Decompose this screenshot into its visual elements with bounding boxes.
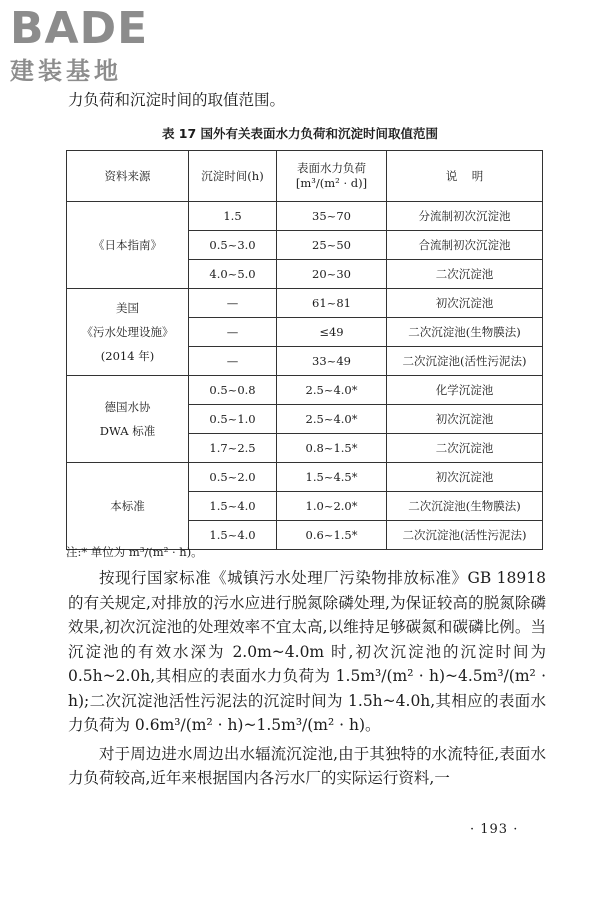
cell-source <box>67 463 189 550</box>
cell-source <box>67 202 189 289</box>
cell-load: 1.0~2.0* <box>277 492 387 521</box>
cell-load: 2.5~4.0* <box>277 405 387 434</box>
table-caption: 表 17 国外有关表面水力负荷和沉淀时间取值范围 <box>161 126 439 141</box>
cell-time: 4.0~5.0 <box>189 260 277 289</box>
cell-load: 20~30 <box>277 260 387 289</box>
cell-time: 1.5~4.0 <box>189 521 277 550</box>
cell-note: 二次沉淀池(生物膜法) <box>387 492 543 521</box>
cell-note: 初次沉淀池 <box>387 289 543 318</box>
cell-note: 二次沉淀池(活性污泥法) <box>387 347 543 376</box>
cell-note: 二次沉淀池(活性污泥法) <box>387 521 543 550</box>
cell-time: 0.5~1.0 <box>189 405 277 434</box>
cell-source-line: 本标准 <box>110 499 145 513</box>
header-source: 资料来源 <box>67 151 189 202</box>
cell-load: 33~49 <box>277 347 387 376</box>
header-time: 沉淀时间(h) <box>189 151 277 202</box>
parameter-table <box>66 150 543 550</box>
table-row <box>67 463 543 492</box>
paragraph: 对于周边进水周边出水辐流沉淀池,由于其独特的水流特征,表面水力负荷较高,近年来根据国内各污水厂的实际运行资料,一 <box>68 744 546 787</box>
cell-load: 1.5~4.5* <box>277 463 387 492</box>
table-header-row <box>67 151 543 202</box>
cell-time: 0.5~2.0 <box>189 463 277 492</box>
cell-time: — <box>189 347 277 376</box>
watermark-logo <box>10 3 149 86</box>
cell-load: 35~70 <box>277 202 387 231</box>
header-load-line1: 表面水力负荷 <box>297 161 366 175</box>
header-load-line2: [m³/(m² · d)] <box>295 176 368 190</box>
cell-load: 2.5~4.0* <box>277 376 387 405</box>
paragraph: 按现行国家标准《城镇污水处理厂污染物排放标准》GB 18918 的有关规定,对排放的污水应进行脱氮除磷处理,为保证较高的脱氮除磷效果,初次沉淀池的处理效率不宜太高,以维持足够碳氮和碳磷比例。当沉淀池的有效水深为 2.0m~4.0m 时,初次沉淀池的沉淀时间为 0.5h~2.0h,其相应的表面水力负荷为 1.5m³/(m² · h)~4.5m³/(m² · h);二次沉淀池活性污泥法的沉淀时间为 1.5h~4.0h,其相应的表面水力负荷为 0.6m³/(m² · h)~1.5m³/(m² · h)。 <box>68 569 546 734</box>
header-note: 说 明 <box>387 151 543 202</box>
cell-time: — <box>189 289 277 318</box>
cell-note: 二次沉淀池 <box>387 260 543 289</box>
body-text <box>68 566 546 795</box>
cell-time: 0.5~3.0 <box>189 231 277 260</box>
table-row <box>67 376 543 405</box>
cell-note: 二次沉淀池 <box>387 434 543 463</box>
cell-note: 化学沉淀池 <box>387 376 543 405</box>
cell-load: 61~81 <box>277 289 387 318</box>
header-load <box>277 151 387 202</box>
table-body <box>67 202 543 550</box>
cell-source <box>67 289 189 376</box>
cell-note: 合流制初次沉淀池 <box>387 231 543 260</box>
cell-note: 初次沉淀池 <box>387 405 543 434</box>
table-row <box>67 289 543 318</box>
page-number: · 193 · <box>470 822 519 837</box>
cell-time: 1.5~4.0 <box>189 492 277 521</box>
cell-time: — <box>189 318 277 347</box>
cell-note: 初次沉淀池 <box>387 463 543 492</box>
cell-load: 25~50 <box>277 231 387 260</box>
cell-source <box>67 376 189 463</box>
cell-load: 0.6~1.5* <box>277 521 387 550</box>
cell-source-line: 《污水处理设施》 <box>81 325 174 339</box>
cell-source-line: 《日本指南》 <box>93 238 162 252</box>
cell-source-line: 德国水协 <box>104 400 151 414</box>
intro-line: 力负荷和沉淀时间的取值范围。 <box>68 91 286 109</box>
logo-wordmark: BADE <box>10 3 149 54</box>
cell-note: 分流制初次沉淀池 <box>387 202 543 231</box>
table-row <box>67 202 543 231</box>
cell-load: ≤49 <box>277 318 387 347</box>
table-footnote: 注:* 单位为 m³/(m² · h)。 <box>66 545 203 559</box>
cell-source-line: 美国 <box>116 301 139 315</box>
cell-time: 1.7~2.5 <box>189 434 277 463</box>
cell-source-line: DWA 标准 <box>99 424 156 438</box>
logo-subtitle: 建装基地 <box>10 57 122 85</box>
cell-time: 0.5~0.8 <box>189 376 277 405</box>
cell-load: 0.8~1.5* <box>277 434 387 463</box>
cell-source-line: (2014 年) <box>100 349 155 363</box>
cell-time: 1.5 <box>189 202 277 231</box>
cell-note: 二次沉淀池(生物膜法) <box>387 318 543 347</box>
